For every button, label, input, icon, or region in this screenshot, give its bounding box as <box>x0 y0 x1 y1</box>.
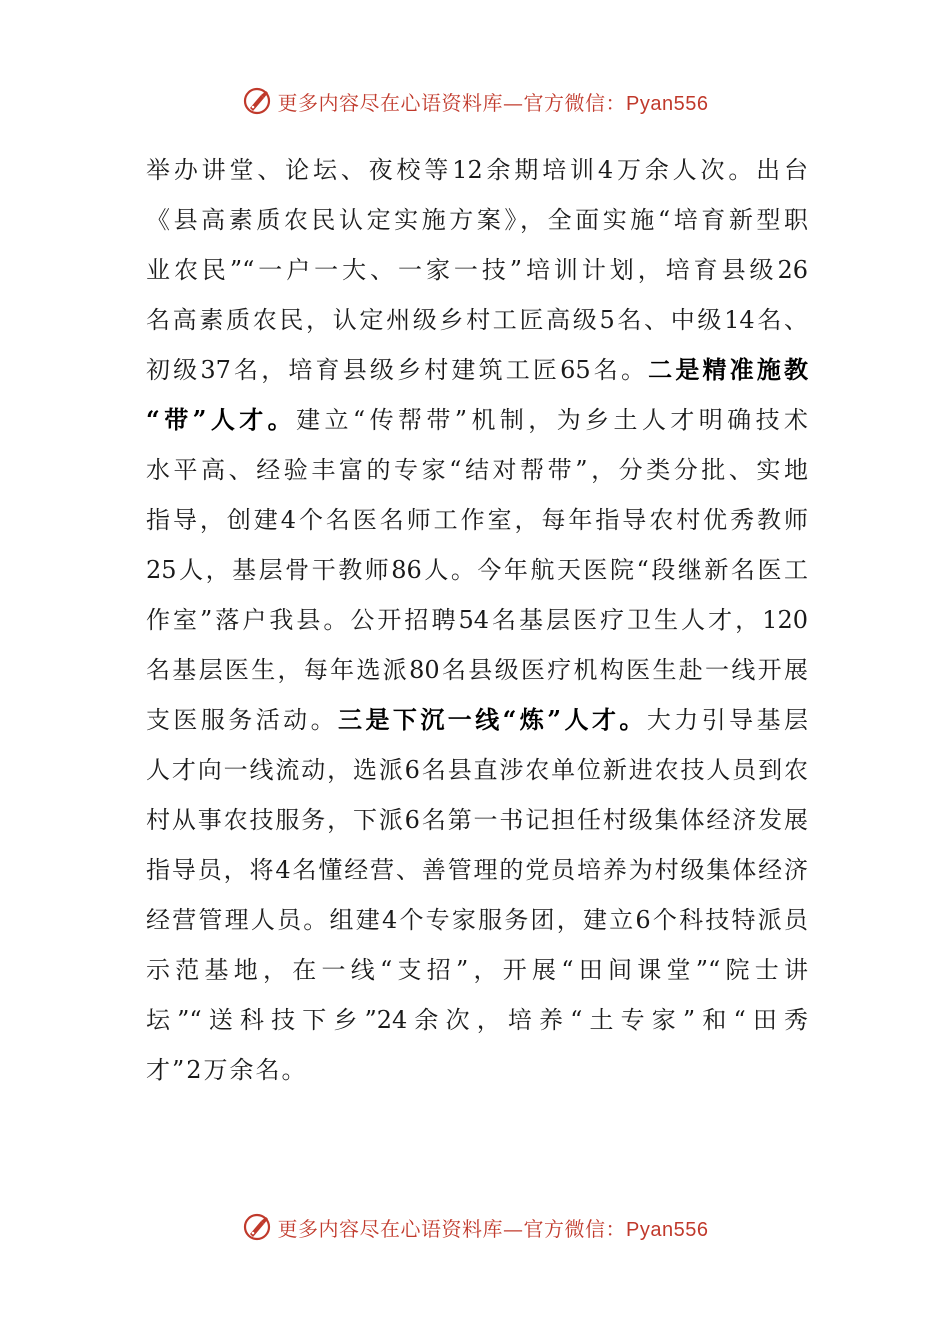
text-line: 25人，基层骨干教师86人。今年航天医院“段继新名医工 <box>146 556 808 584</box>
text-line: 名基层医生，每年选派80名县级医疗机构医生赴一线开展 <box>146 656 808 684</box>
section-heading-2-cont: “带”人才。 <box>146 405 297 434</box>
text-line: 才”2万余名。 <box>146 1056 308 1084</box>
footer-banner-text: 更多内容尽在心语资料库—官方微信：Pyan556 <box>277 1216 709 1241</box>
text-line: 水平高、经验丰富的专家“结对帮带”，分类分批、实地 <box>146 456 808 484</box>
text-line: 《县高素质农民认定实施方案》，全面实施“培育新型职 <box>146 206 808 234</box>
text-line: 指导员，将4名懂经营、善管理的党员培养为村级集体经济 <box>146 856 808 884</box>
text-line: “带”人才。建立“传帮带”机制，为乡土人才明确技术 <box>146 405 808 434</box>
text-line: 指导，创建4个名医名师工作室，每年指导农村优秀教师 <box>146 506 808 534</box>
text-line: 举办讲堂、论坛、夜校等12余期培训4万余人次。出台 <box>146 156 808 184</box>
text-line: 村从事农技服务，下派6名第一书记担任村级集体经济发展 <box>146 806 808 834</box>
text-line: 经营管理人员。组建4个专家服务团，建立6个科技特派员 <box>146 906 808 934</box>
section-heading-2: 二是精准施教 <box>648 355 809 384</box>
text-line: 坛”“送科技下乡”24余次，培养“土专家”和“田秀 <box>146 1006 808 1034</box>
header-banner-text: 更多内容尽在心语资料库—官方微信：Pyan556 <box>277 90 709 115</box>
pen-nib-logo-icon <box>242 1212 272 1242</box>
section-heading-3: 三是下沉一线“炼”人才。 <box>338 705 647 734</box>
text-line: 示范基地，在一线“支招”，开展“田间课堂”“院士讲 <box>146 956 808 984</box>
footer-banner <box>0 1212 950 1242</box>
text-line: 支医服务活动。三是下沉一线“炼”人才。大力引导基层 <box>146 705 809 734</box>
text-line: 初级37名，培育县级乡村建筑工匠65名。二是精准施教 <box>146 355 809 384</box>
text-line: 名高素质农民，认定州级乡村工匠高级5名、中级14名、 <box>146 306 808 334</box>
pen-nib-logo-icon <box>242 86 272 116</box>
text-line: 业农民”“一户一大、一家一技”培训计划，培育县级26 <box>146 256 808 284</box>
document-body <box>146 145 808 1095</box>
header-banner <box>0 86 950 116</box>
text-line: 人才向一线流动，选派6名县直涉农单位新进农技人员到农 <box>146 756 808 784</box>
text-line: 作室”落户我县。公开招聘54名基层医疗卫生人才，120 <box>146 606 808 634</box>
